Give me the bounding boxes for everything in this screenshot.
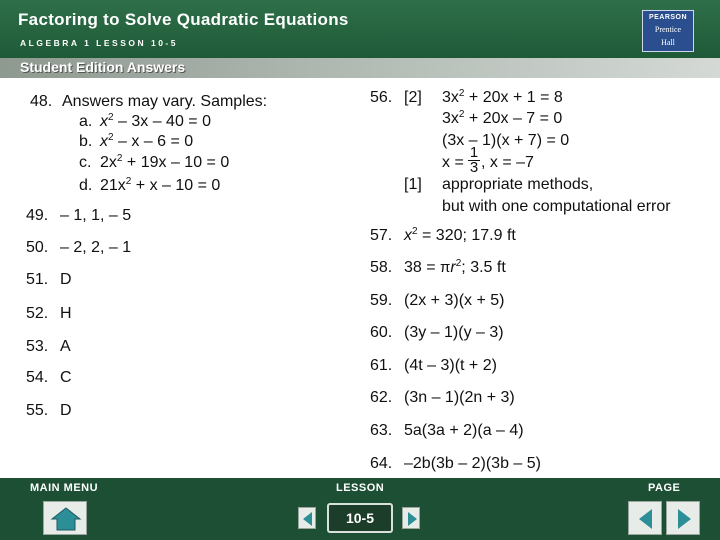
q55-number: 55. xyxy=(26,402,49,419)
q54-number: 54. xyxy=(26,369,49,386)
q55-answer: D xyxy=(60,402,72,419)
footer-nav xyxy=(0,478,720,540)
q54-answer: C xyxy=(60,369,72,386)
q64-answer: –2b(3b – 2)(3b – 5) xyxy=(404,455,541,472)
q62-number: 62. xyxy=(370,389,393,406)
q56-line-1: $3x^2 + 20x + 1 = 8$ xyxy=(442,88,563,106)
main-menu-button[interactable] xyxy=(43,501,87,535)
q58-number: 58. xyxy=(370,259,393,276)
q50-number: 50. xyxy=(26,239,49,256)
q49-number: 49. xyxy=(26,207,49,224)
q56-points-2: [2] xyxy=(404,89,422,106)
q49-answer: – 1, 1, – 5 xyxy=(60,207,132,224)
q48-text: Answers may vary. Samples: xyxy=(62,93,268,110)
q60-number: 60. xyxy=(370,324,393,341)
arrow-left-icon xyxy=(629,502,663,536)
q48-number: 48. xyxy=(30,93,53,110)
q48a-answer: $x^2 - 3x - 40 = 0$ xyxy=(100,112,211,130)
q56-line-2: $3x^2 + 20x - 7 = 0$ xyxy=(442,109,563,127)
q61-number: 61. xyxy=(370,357,393,374)
q48c-label: c. xyxy=(79,154,92,171)
lesson-label: LESSON xyxy=(336,482,385,494)
q48b-answer: $x^2 - x - 6 = 0$ xyxy=(100,132,194,150)
section-ribbon xyxy=(0,58,720,78)
q63-number: 63. xyxy=(370,422,393,439)
lesson-subtitle: ALGEBRA 1 LESSON 10-5 xyxy=(20,38,178,48)
q56-number: 56. xyxy=(370,89,393,106)
q52-answer: H xyxy=(60,305,72,322)
logo-text-3: Hall xyxy=(661,38,675,47)
lesson-number[interactable]: 10-5 xyxy=(327,503,393,533)
q64-number: 64. xyxy=(370,455,393,472)
page-prev-button[interactable] xyxy=(628,501,662,535)
q48d-label: d. xyxy=(79,177,93,194)
page-label: PAGE xyxy=(648,482,681,494)
q58-answer: $38 = \pi r^2$; 3.5 ft xyxy=(404,258,506,276)
q56-line-3: (3x – 1)(x + 7) = 0 xyxy=(442,132,570,149)
q56-line-4b: , x = –7 xyxy=(481,154,534,171)
q62-answer: (3n – 1)(2n + 3) xyxy=(404,389,515,406)
q57-number: 57. xyxy=(370,227,393,244)
q53-number: 53. xyxy=(26,338,49,355)
page-title: Factoring to Solve Quadratic Equations xyxy=(18,10,349,29)
q51-answer: D xyxy=(60,271,72,288)
logo-text-1: PEARSON xyxy=(648,14,688,21)
main-menu-label: MAIN MENU xyxy=(30,482,99,494)
q48d-answer: $21x^2 + x - 10 = 0$ xyxy=(100,176,221,194)
q63-answer: 5a(3a + 2)(a – 4) xyxy=(404,422,524,439)
arrow-left-icon xyxy=(299,508,317,530)
arrow-right-icon xyxy=(667,502,701,536)
pearson-logo xyxy=(642,10,694,52)
q56-line-4a: x = xyxy=(442,154,464,171)
ribbon-label: Student Edition Answers xyxy=(20,59,186,75)
fraction-denominator: 3 xyxy=(469,159,479,176)
q56-line-5: appropriate methods, xyxy=(442,176,594,193)
q51-number: 51. xyxy=(26,271,49,288)
arrow-right-icon xyxy=(403,508,421,530)
header-bar xyxy=(0,0,720,58)
q52-number: 52. xyxy=(26,305,49,322)
q60-answer: (3y – 1)(y – 3) xyxy=(404,324,504,341)
fraction-one-third xyxy=(468,146,480,175)
q48b-label: b. xyxy=(79,133,93,150)
q56-points-1: [1] xyxy=(404,176,422,193)
q61-answer: (4t – 3)(t + 2) xyxy=(404,357,497,374)
q48c-answer: $2x^2 + 19x - 10 = 0$ xyxy=(100,153,230,171)
q56-line-6: but with one computational error xyxy=(442,198,671,215)
q50-answer: – 2, 2, – 1 xyxy=(60,239,132,256)
logo-text-2: Prentice xyxy=(654,25,682,34)
q59-number: 59. xyxy=(370,292,393,309)
q59-answer: (2x + 3)(x + 5) xyxy=(404,292,505,309)
fraction-numerator: 1 xyxy=(469,144,479,161)
page-next-button[interactable] xyxy=(666,501,700,535)
lesson-next-button[interactable] xyxy=(402,507,420,529)
q57-answer: $x^2 = 320$; 17.9 ft xyxy=(404,226,516,244)
home-icon xyxy=(44,502,88,536)
q53-answer: A xyxy=(60,338,71,355)
q48a-label: a. xyxy=(79,113,93,130)
lesson-prev-button[interactable] xyxy=(298,507,316,529)
